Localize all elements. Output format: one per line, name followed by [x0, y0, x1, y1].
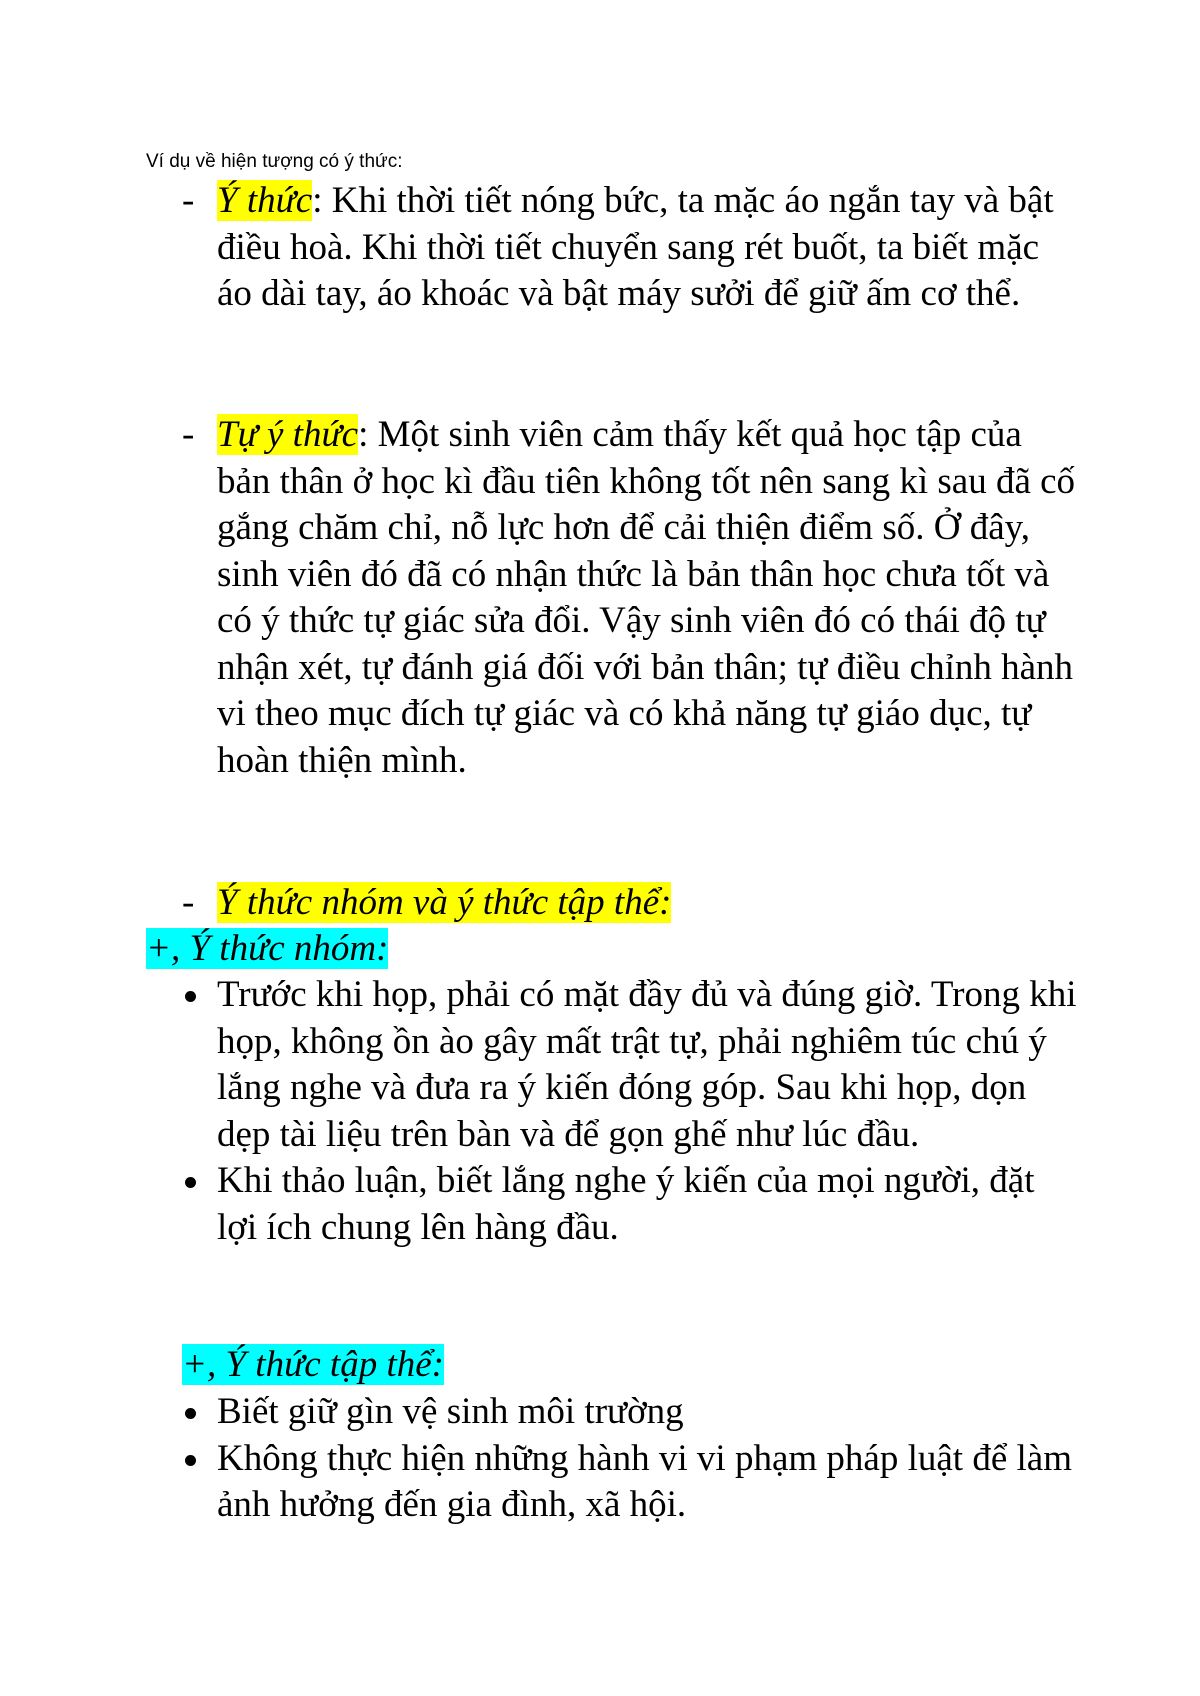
list-item-text: Trước khi họp, phải có mặt đầy đủ và đúng giờ. Trong khi họp, không ồn ào gây mất trật tự, phải nghiêm túc chú ý lắng nghe và đưa ra ý kiến đóng góp. Sau khi họp, dọn dẹp tài liệu trên bàn và để gọn ghế như lúc đầu.: [217, 974, 1077, 1155]
list-item: [182, 1158, 1082, 1251]
group-heading: [146, 926, 388, 973]
dash-marker: -: [182, 180, 195, 221]
group-bullet-list: [182, 972, 1082, 1251]
term-label: Tự ý thức: [217, 414, 359, 455]
list-item-text: Biết giữ gìn vệ sinh môi trường: [217, 1391, 684, 1432]
term-colon: :: [312, 180, 323, 221]
collective-heading-text: +, Ý thức tập thể:: [182, 1344, 444, 1385]
bullet-icon: [185, 1177, 196, 1188]
dash-marker: -: [182, 882, 195, 923]
item-text: Khi thời tiết nóng bức, ta mặc áo ngắn tay và bật điều hoà. Khi thời tiết chuyển sang rét buốt, ta biết mặc áo dài tay, áo khoác và bật máy sưởi để giữ ấm cơ thể.: [217, 180, 1054, 314]
item-body: [217, 412, 1077, 784]
group-heading-text: +, Ý thức nhóm:: [146, 928, 389, 969]
list-item: [182, 972, 1082, 1158]
list-item: [182, 1436, 1082, 1529]
list-item: [182, 1389, 1082, 1436]
bullet-icon: [185, 1408, 196, 1419]
intro-text: Ví dụ về hiện tượng có ý thức:: [146, 151, 403, 172]
term-colon: :: [358, 414, 369, 455]
bullet-icon: [185, 991, 196, 1002]
collective-bullet-list: [182, 1389, 1082, 1529]
item-body: [217, 178, 1077, 318]
list-item-text: Không thực hiện những hành vi vi phạm pháp luật để làm ảnh hưởng đến gia đình, xã hội.: [217, 1437, 1072, 1525]
item-text: Một sinh viên cảm thấy kết quả học tập của bản thân ở học kì đầu tiên không tốt nên sang kì sau đã cố gắng chăm chỉ, nỗ lực hơn để cải thiện điểm số. Ở đây, sinh viên đó đã có nhận thức là bản thân học chưa tốt và có ý thức tự giác sửa đổi. Vậy sinh viên đó có thái độ tự nhận xét, tự đánh giá đối với bản thân; tự điều chỉnh hành vi theo mục đích tự giác và có khả năng tự giáo dục, tự hoàn thiện mình.: [217, 414, 1076, 781]
term-label: Ý thức nhóm và ý thức tập thể:: [217, 882, 672, 923]
collective-heading: [182, 1342, 444, 1389]
term-label: Ý thức: [217, 180, 313, 221]
dash-marker: -: [182, 414, 195, 455]
item-body: [217, 880, 1077, 927]
bullet-icon: [185, 1455, 196, 1466]
list-item-text: Khi thảo luận, biết lắng nghe ý kiến của mọi người, đặt lợi ích chung lên hàng đầu.: [217, 1160, 1035, 1248]
